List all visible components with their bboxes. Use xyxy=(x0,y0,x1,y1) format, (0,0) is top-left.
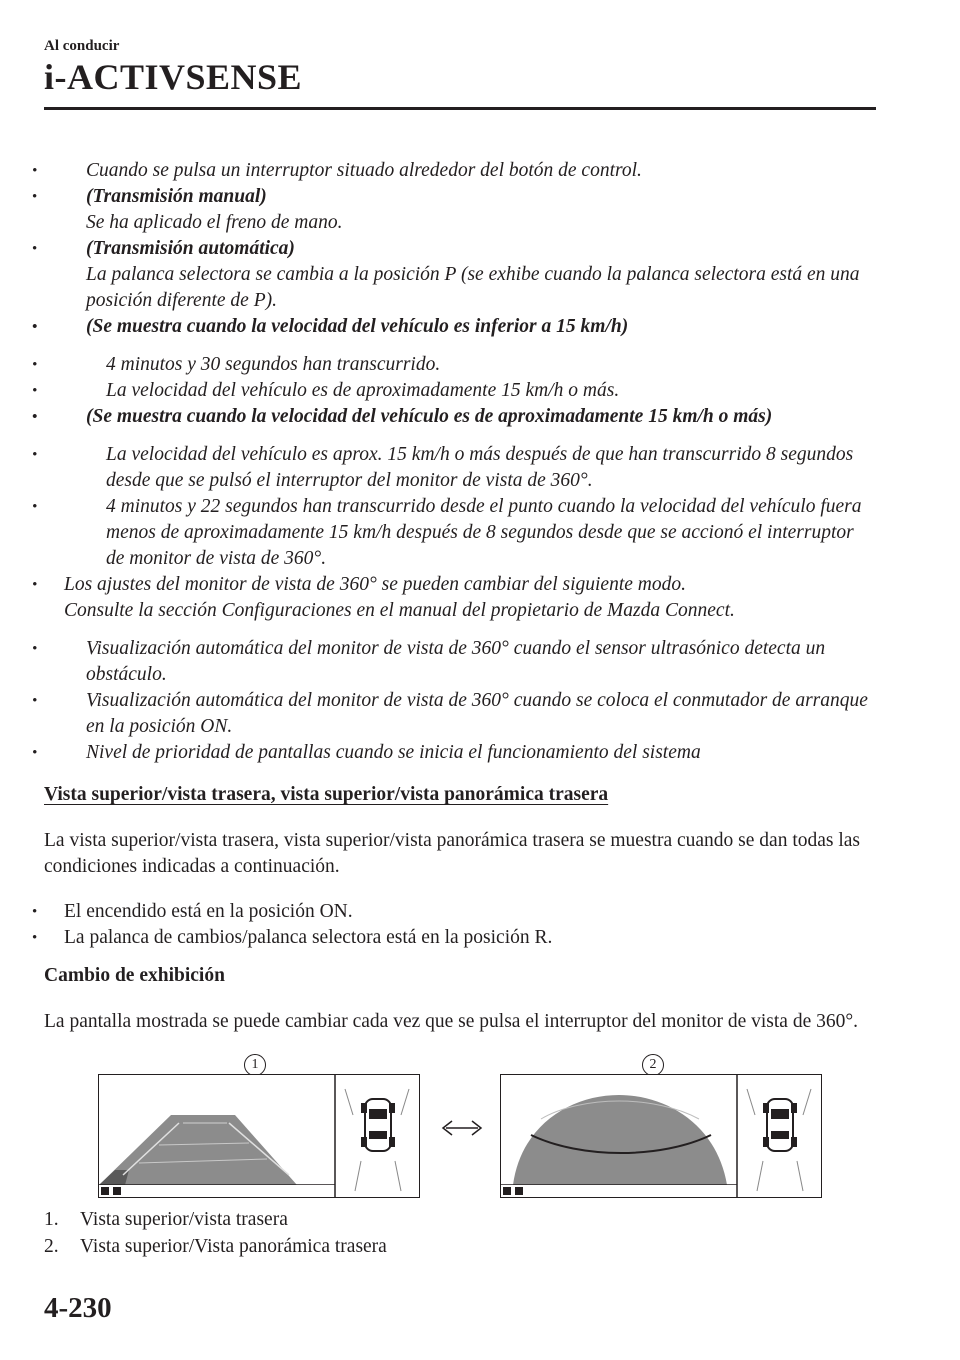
section-title: i-ACTIVSENSE xyxy=(44,57,303,97)
bullet-icon: • xyxy=(32,357,38,373)
paragraph: La pantalla mostrada se puede cambiar cada vez que se pulsa el interruptor del monitor de vista de 360°. xyxy=(44,1010,859,1032)
sub-subheading: Cambio de exhibición xyxy=(44,965,225,986)
list-item: • (Transmisión automática) La palanca selectora se cambia a la posición P (se exhibe cuando la palanca selectora está en una posición diferente de P). xyxy=(32,238,860,311)
bullet-icon: • xyxy=(32,383,38,399)
page-content xyxy=(32,158,876,1054)
paragraph: La vista superior/vista trasera, vista superior/vista panorámica trasera se muestra cuando se dan todas las condiciones indicadas a continuación. xyxy=(44,829,861,877)
list-item: • La velocidad del vehículo es aprox. 15 km/h o más después de que han transcurrido 8 segundos desde que se pulsó el interruptor del monitor de vista de 360°. xyxy=(32,444,854,491)
list-item: • Los ajustes del monitor de vista de 360° se pueden cambiar del siguiente modo. Consulte la sección Configuraciones en el manual del propietario de Mazda Connect. xyxy=(32,574,735,621)
car-icon xyxy=(767,1099,793,1151)
rear-view-ground xyxy=(99,1115,297,1185)
bullet-icon: • xyxy=(32,641,38,657)
bullet-icon: • xyxy=(32,745,38,761)
list-item: • Cuando se pulsa un interruptor situado alrededor del botón de control. xyxy=(44,158,876,184)
callout-2: 2 xyxy=(642,1054,664,1076)
bullet-icon: • xyxy=(32,577,38,593)
section-label: Al conducir xyxy=(44,38,120,54)
bullet-icon: • xyxy=(32,447,38,463)
top-rear-view-illustration xyxy=(99,1075,419,1197)
bullet-icon: • xyxy=(32,319,38,335)
list-item: • Visualización automática del monitor de vista de 360° cuando el sensor ultrasónico detecta un obstáculo. xyxy=(32,638,826,685)
list-item: • La palanca de cambios/palanca selectora está en la posición R. xyxy=(44,925,876,951)
list-item: • (Se muestra cuando la velocidad del vehículo es inferior a 15 km/h) xyxy=(44,314,876,340)
list-item: • (Transmisión manual) Se ha aplicado el freno de mano. xyxy=(32,186,343,233)
list-item: • Nivel de prioridad de pantallas cuando se inicia el funcionamiento del sistema xyxy=(44,740,876,766)
sensor-indicator-icon xyxy=(515,1187,523,1195)
figure-top-panoramic-view xyxy=(500,1074,822,1198)
header-rule xyxy=(44,107,876,110)
callout-1: 1 xyxy=(244,1054,266,1076)
page-number: 4-230 xyxy=(44,1292,112,1324)
bullet-icon: • xyxy=(32,904,38,920)
camera-indicator-icon xyxy=(503,1187,511,1195)
car-icon xyxy=(365,1099,391,1151)
list-item: • La velocidad del vehículo es de aproximadamente 15 km/h o más. xyxy=(44,378,876,404)
bullet-icon: • xyxy=(32,163,38,179)
bullet-icon: • xyxy=(32,499,38,515)
bullet-icon: • xyxy=(32,241,38,257)
list-item: • Visualización automática del monitor de vista de 360° cuando se coloca el conmutador de arranque en la posición ON. xyxy=(32,690,868,737)
list-item: • 4 minutos y 22 segundos han transcurrido desde el punto cuando la velocidad del vehículo fuera menos de aproximadamente 15 km/h después de 8 segundos desde que se accionó el interruptor de monitor de vista de 360°. xyxy=(32,496,862,569)
caption-2: 2. Vista superior/Vista panorámica trasera xyxy=(44,1236,387,1257)
camera-indicator-icon xyxy=(101,1187,109,1195)
display-figures xyxy=(98,1054,822,1202)
caption-1: 1. Vista superior/vista trasera xyxy=(44,1209,288,1230)
bullet-icon: • xyxy=(32,930,38,946)
top-panoramic-view-illustration xyxy=(501,1075,821,1197)
swap-arrow-icon xyxy=(440,1116,484,1140)
subheading: Vista superior/vista trasera, vista superior/vista panorámica trasera xyxy=(44,784,609,805)
bullet-icon: • xyxy=(32,409,38,425)
sensor-indicator-icon xyxy=(113,1187,121,1195)
list-item: • 4 minutos y 30 segundos han transcurrido. xyxy=(44,352,876,378)
bullet-icon: • xyxy=(32,693,38,709)
bullet-icon: • xyxy=(32,189,38,205)
figure-top-rear-view xyxy=(98,1074,420,1198)
list-item: • El encendido está en la posición ON. xyxy=(44,899,876,925)
figure-captions xyxy=(44,1206,387,1260)
list-item: • (Se muestra cuando la velocidad del vehículo es de aproximadamente 15 km/h o más) xyxy=(44,404,876,430)
